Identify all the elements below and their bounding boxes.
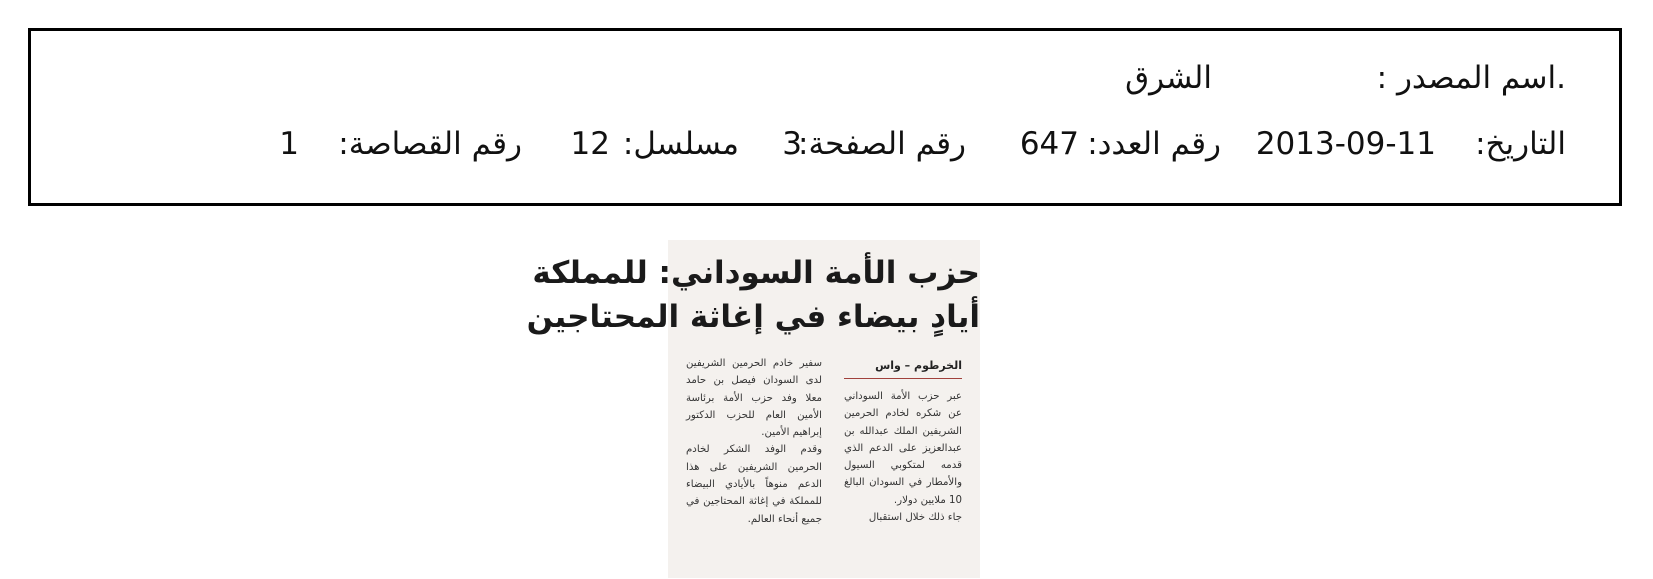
- source-label: .اسم المصدر :: [1376, 60, 1566, 96]
- metadata-box: [28, 28, 1622, 206]
- byline-rule: [844, 378, 962, 379]
- headline-line-2: أيادٍ بيضاء في إغاثة المحتاجين: [526, 299, 980, 335]
- column-1-paragraph-2: جاء ذلك خلال استقبال: [868, 512, 962, 524]
- issue-value: 647: [1019, 126, 1079, 162]
- clip-label: رقم القصاصة:: [338, 126, 522, 162]
- serial-value: 12: [570, 126, 610, 162]
- issue-label: رقم العدد:: [1087, 126, 1221, 162]
- page-label: رقم الصفحة:: [798, 126, 966, 162]
- article-column-1: [844, 388, 962, 526]
- source-value: الشرق: [1125, 60, 1212, 96]
- column-2-paragraph-2: وقدم الوفد الشكر لخادم الحرمين الشريفين على هذا الدعم منوهاً بالأيادي البيضاء للمملكة في إغاثة المحتاجين في جميع أنحاء العالم.: [686, 444, 822, 525]
- serial-label: مسلسل:: [622, 126, 739, 162]
- column-1-paragraph-1: عبر حزب الأمة السوداني عن شكره لخادم الحرمين الشريفين الملك عبدالله بن عبدالعزيز على الدعم الذي قدمه لمتكوبي السيول والأمطار في السودان البالغ 10 ملايين دولار.: [844, 391, 962, 506]
- column-2-paragraph-1: سفير خادم الحرمين الشريفين لدى السودان فيصل بن حامد معلا وفد حزب الأمة برئاسة الأمين العام للحزب الدكتور إبراهيم الأمين.: [686, 358, 822, 439]
- date-value: 2013-09-11: [1255, 126, 1436, 162]
- byline: الخرطوم – واس: [875, 359, 962, 372]
- headline-line-1: حزب الأمة السوداني: للمملكة: [532, 255, 980, 291]
- date-label: التاريخ:: [1475, 126, 1566, 162]
- page-value: 3: [782, 126, 802, 162]
- newspaper-clipping: [526, 240, 980, 578]
- clip-value: 1: [279, 126, 299, 162]
- article-column-2: [686, 355, 822, 528]
